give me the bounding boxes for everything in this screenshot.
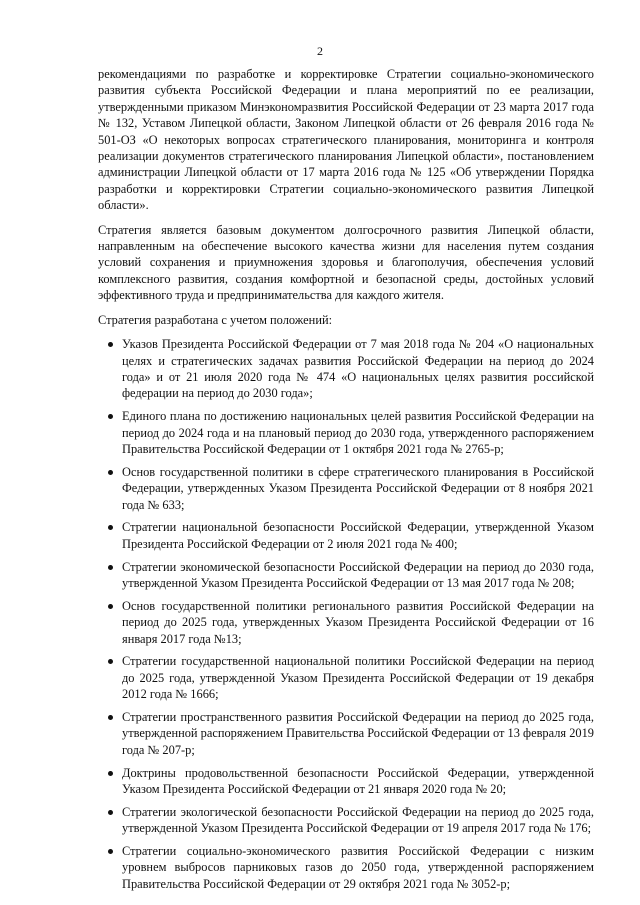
- list-item: [98, 336, 594, 402]
- provisions-list: [98, 336, 594, 892]
- bullet-icon: [108, 525, 113, 530]
- list-item-text: Стратегии пространственного развития Российской Федерации на период до 2025 года, утвержденной распоряжением Правительства Российской Федерации от 13 февраля 2019 года № 207-р;: [122, 709, 594, 757]
- list-item-text: Указов Президента Российской Федерации от 7 мая 2018 года № 204 «О национальных целях и стратегических задачах развития Российской Федерации на период до 2024 года» и от 21 июля 2020 года № 474 «О национальных целях развития российской федерации на период до 2030 года»;: [122, 337, 594, 401]
- bullet-icon: [108, 849, 113, 854]
- list-item-text: Стратегии социально-экономического развития Российской Федерации с низким уровнем выбросов парниковых газов до 2050 года, утвержденной распоряжением Правительства Российской Федерации от 29 октября 2021 года № 3052-р;: [122, 843, 594, 891]
- list-item-text: Стратегии национальной безопасности Российской Федерации, утвержденной Указом Президента Российской Федерации от 2 июля 2021 года № 400;: [122, 520, 594, 551]
- list-item: [98, 519, 594, 552]
- list-item: [98, 709, 594, 758]
- bullet-icon: [108, 565, 113, 570]
- list-item: [98, 843, 594, 892]
- list-item: [98, 804, 594, 837]
- list-item-text: Стратегии экологической безопасности Российской Федерации на период до 2025 года, утвержденной Указом Президента Российской Федерации от 19 апреля 2017 года № 176;: [122, 804, 594, 836]
- list-item: [98, 408, 594, 457]
- intro-paragraph: рекомендациями по разработке и корректировке Стратегии социально-экономического развития субъекта Российской Федерации и плана мероприятий по ее реализации, утвержденными приказом Минэкономразвития Российской Федерации от 23 марта 2017 года № 132, Уставом Липецкой области, Законом Липецкой области от 26 февраля 2016 года № 501-ОЗ «О некоторых вопросах стратегического планирования, мониторинга и контроля реализации документов стратегического планирования Липецкой области», постановлением администрации Липецкой области от 17 марта 2016 года № 125 «Об утверждении Порядка разработки и корректировки Стратегии социально-экономического развития Липецкой области».: [98, 67, 594, 213]
- bullet-icon: [108, 771, 113, 776]
- list-item-text: Стратегии государственной национальной политики Российской Федерации на период до 2025 года, утвержденной Указом Президента Российской Федерации от 19 декабря 2012 года № 1666;: [122, 654, 594, 702]
- list-item: [98, 765, 594, 798]
- list-item: [98, 653, 594, 702]
- list-item-text: Основ государственной политики в сфере стратегического планирования в Российской Федерации, утвержденных Указом Президента Российской Федерации от 8 ноября 2021 года № 633;: [122, 464, 594, 512]
- bullet-icon: [108, 604, 113, 609]
- list-item-text: Стратегии экономической безопасности Российской Федерации на период до 2030 года, утвержденной Указом Президента Российской Федерации от 13 мая 2017 года № 208;: [122, 559, 594, 590]
- bullet-icon: [108, 470, 113, 475]
- list-item-text: Основ государственной политики регионального развития Российской Федерации на период до 2025 года, утвержденных Указом Президента Российской Федерации от 16 января 2017 года №13;: [122, 598, 594, 646]
- provisions-heading: Стратегия разработана с учетом положений:: [98, 312, 333, 327]
- list-item-text: Доктрины продовольственной безопасности Российской Федерации, утвержденной Указом Президента Российской Федерации от 21 января 2020 года № 20;: [122, 765, 594, 796]
- list-item: [98, 598, 594, 647]
- strategy-description-paragraph: Стратегия является базовым документом долгосрочного развития Липецкой области, направленным на обеспечение высокого качества жизни для населения путем создания условий сохранения и приумножения здоровья и благополучия, обеспечения условий комплексного развития, создания комфортной и безопасной среды, достойных условий эффективного труда и предпринимательства для каждого жителя.: [98, 222, 594, 303]
- bullet-icon: [108, 810, 113, 815]
- bullet-icon: [108, 659, 113, 664]
- bullet-icon: [108, 715, 113, 720]
- list-item: [98, 559, 594, 592]
- bullet-icon: [108, 342, 113, 347]
- list-item-text: Единого плана по достижению национальных целей развития Российской Федерации на период до 2024 года и на плановый период до 2030 года, утвержденного распоряжением Правительства Российской Федерации от 1 октября 2021 года № 2765-р;: [122, 409, 594, 456]
- bullet-icon: [108, 414, 113, 419]
- page-number: 2: [317, 44, 323, 58]
- list-item: [98, 464, 594, 513]
- document-body: [98, 66, 594, 899]
